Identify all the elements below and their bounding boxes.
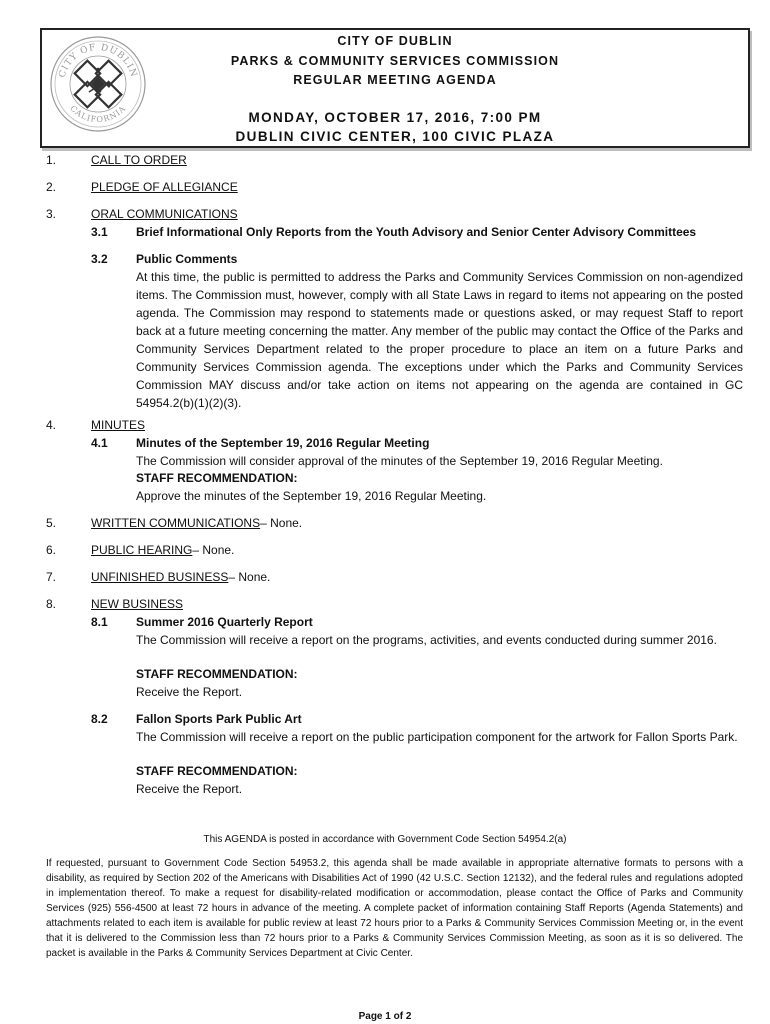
item-title-written-communications: WRITTEN COMMUNICATIONS– None. (91, 516, 303, 530)
item-title-new-business: NEW BUSINESS (91, 597, 184, 611)
staff-recommendation-label: STAFF RECOMMENDATION: (136, 471, 298, 485)
posting-notice: This AGENDA is posted in accordance with Government Code Section 54954.2(a) (203, 834, 567, 845)
item-title-pledge: PLEDGE OF ALLEGIANCE (91, 180, 238, 194)
sub-item-number: 3.1 (91, 225, 108, 239)
sub-item-number: 4.1 (91, 436, 108, 450)
page-number: Page 1 of 2 (358, 1011, 412, 1022)
svg-text:CITY OF DUBLIN: CITY OF DUBLIN (57, 42, 139, 79)
item-title-unfinished-business: UNFINISHED BUSINESS– None. (91, 570, 271, 584)
sub-item-number: 8.2 (91, 712, 108, 726)
sub-item-number: 8.1 (91, 615, 108, 629)
item-number: 1. (46, 153, 57, 167)
svg-text:CALIFORNIA: CALIFORNIA (68, 103, 128, 125)
public-comments-text: At this time, the public is permitted to address the Parks and Community Services Commission on non-agendized items. The Commission must, however, comply with all State Laws in regard to items not appearing on the posted agenda. The Commission may respond to statements made or questions asked, or may request Staff to report back at a future meeting concerning the matter. Any member of the public may contact the Office of the Parks and Community Services Department related to the proper procedure to place an item on a future Parks and Community Services Commission agenda. The exceptions under which the Parks and Community Services Commission MAY discuss and/or take action on items not appearing on the agenda are contained in GC 54954.2(b)(1)(2)(3). (136, 270, 743, 410)
sub-item-description: The Commission will receive a report on the programs, activities, and events conducted during summer 2016. (136, 633, 717, 647)
sub-item-title: Public Comments (136, 252, 238, 266)
sub-item-title: Fallon Sports Park Public Art (136, 712, 302, 726)
item-title-call-to-order: CALL TO ORDER (91, 153, 187, 167)
item-number: 2. (46, 180, 57, 194)
staff-recommendation-label: STAFF RECOMMENDATION: (136, 764, 298, 778)
item-number: 6. (46, 543, 57, 557)
item-number: 3. (46, 207, 57, 221)
staff-recommendation-label: STAFF RECOMMENDATION: (136, 667, 298, 681)
sub-item-title: Summer 2016 Quarterly Report (136, 615, 313, 629)
meeting-location: DUBLIN CIVIC CENTER, 100 CIVIC PLAZA (235, 129, 555, 144)
item-number: 8. (46, 597, 57, 611)
city-name: CITY OF DUBLIN (337, 34, 453, 48)
sub-item-title: Brief Informational Only Reports from the Youth Advisory and Senior Center Advisory Committees (136, 225, 697, 239)
item-title-minutes: MINUTES (91, 418, 145, 432)
item-title-public-hearing: PUBLIC HEARING– None. (91, 543, 235, 557)
staff-recommendation-text: Receive the Report. (136, 685, 243, 699)
agenda-header (40, 28, 750, 148)
meeting-date-time: MONDAY, OCTOBER 17, 2016, 7:00 PM (248, 110, 542, 125)
sub-item-description: The Commission will consider approval of the minutes of the September 19, 2016 Regular Meeting. (136, 454, 663, 468)
sub-item-number: 3.2 (91, 252, 108, 266)
commission-name: PARKS & COMMUNITY SERVICES COMMISSION (230, 54, 560, 68)
accessibility-notice: If requested, pursuant to Government Code Section 54953.2, this agenda shall be made available in appropriate alternative formats to persons with a disability, as required by Section 202 of the Americans with Disabilities Act of 1990 (42 U.S.C. Section 12132), and the federal rules and regulations adopted in implementation thereof. To make a request for disability-related modification or accommodation, please contact the Office of Parks and Community Services (925) 556-4500 at least 72 hours in advance of the meeting. A complete packet of information containing Staff Reports (Agenda Statements) and attachments related to each item is available for public review at least 72 hours prior to a Parks & Community Services Commission Meeting or, in the event that it is delivered to the Commission less than 72 hours prior to a Parks & Community Services Commission Meeting, as soon as it is so delivered. The packet is available in the Parks & Community Services Department at Civic Center. (46, 858, 743, 959)
item-number: 7. (46, 570, 57, 584)
staff-recommendation-text: Receive the Report. (136, 782, 243, 796)
meeting-type: REGULAR MEETING AGENDA (293, 73, 497, 87)
staff-recommendation-text: Approve the minutes of the September 19, 2016 Regular Meeting. (136, 489, 487, 503)
item-number: 4. (46, 418, 57, 432)
item-title-oral-communications: ORAL COMMUNICATIONS (91, 207, 238, 221)
sub-item-description: The Commission will receive a report on the public participation component for the artwork for Fallon Sports Park. (136, 730, 738, 744)
item-number: 5. (46, 516, 57, 530)
sub-item-title: Minutes of the September 19, 2016 Regular Meeting (136, 436, 430, 450)
